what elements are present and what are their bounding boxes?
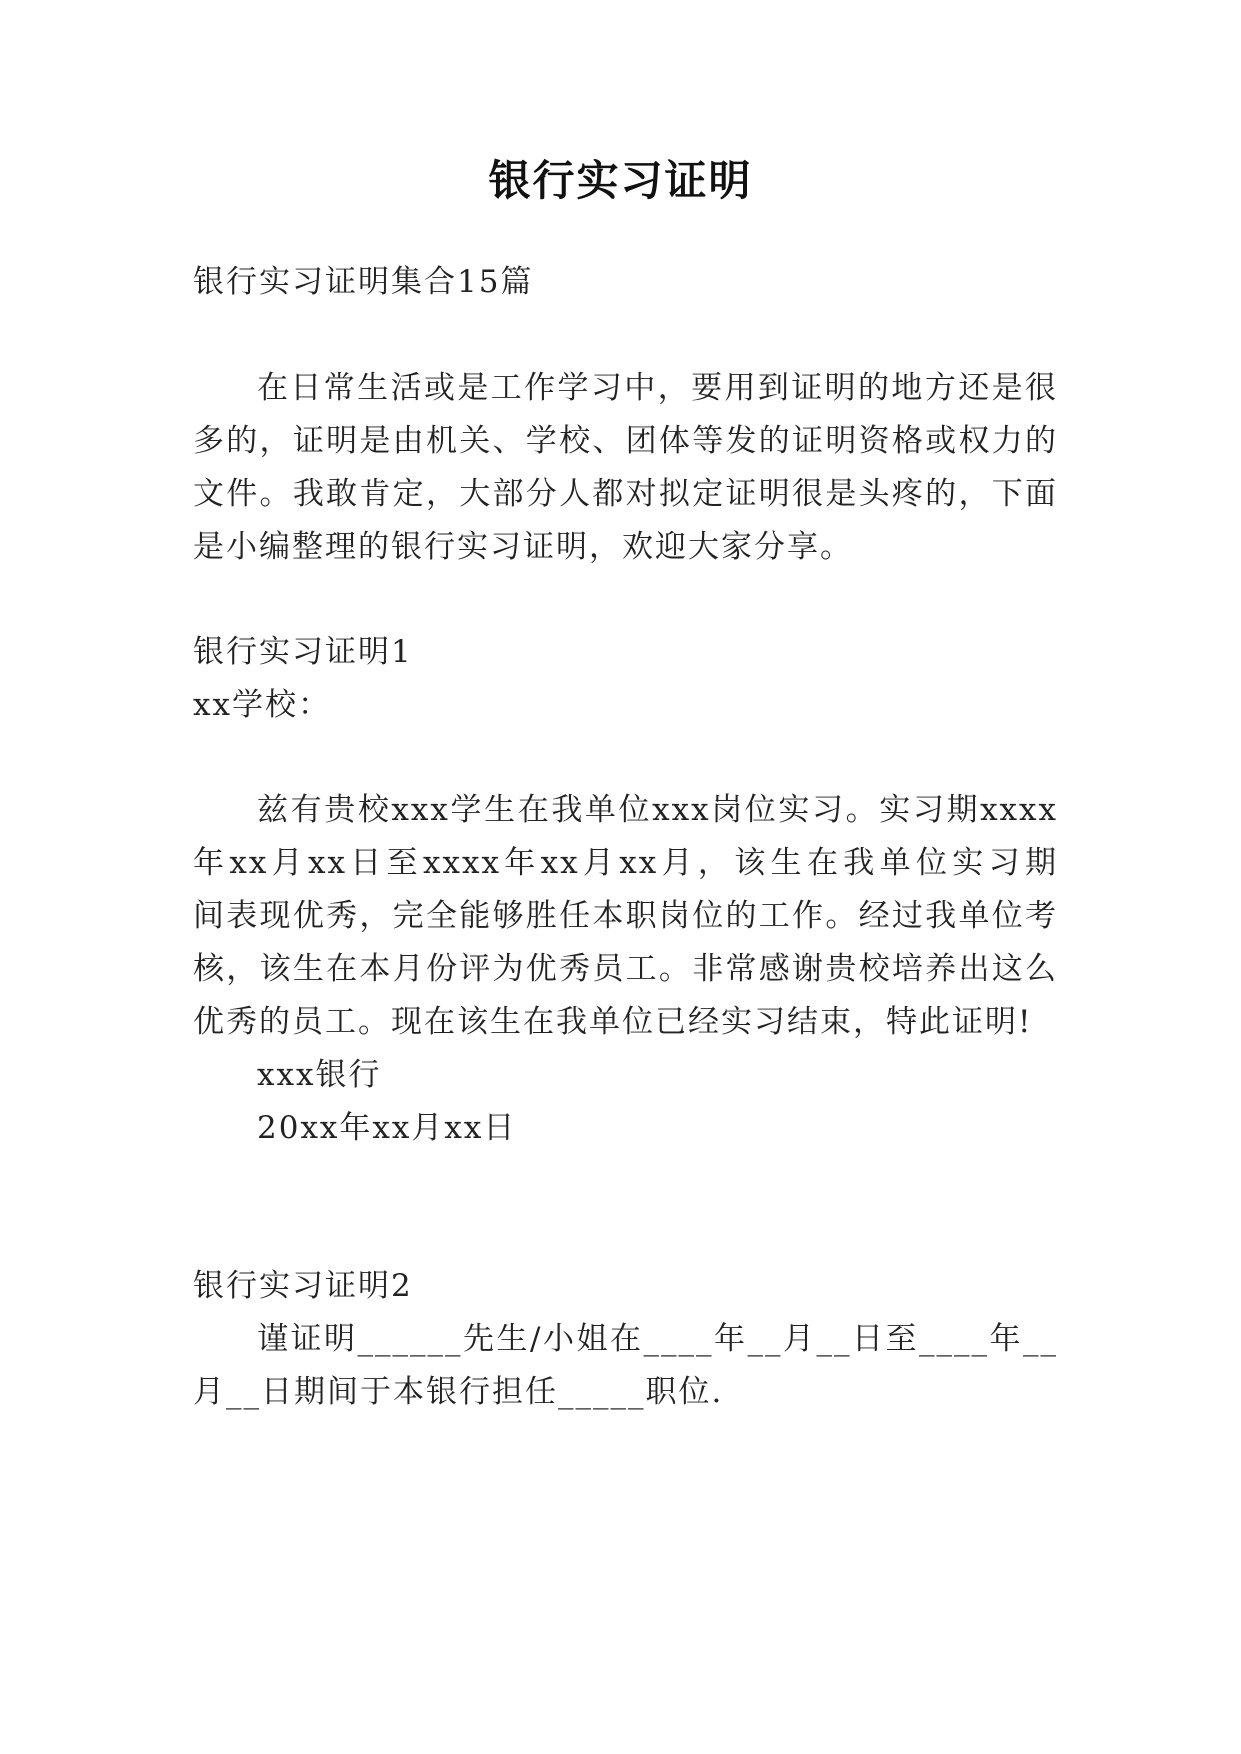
body-line: 优秀的员工。现在该生在我单位已经实习结束，特此证明! (193, 1004, 1033, 1040)
intro-line: 是小编整理的银行实习证明，欢迎大家分享。 (193, 529, 853, 565)
body-line: 间表现优秀，完全能够胜任本职岗位的工作。经过我单位考 (193, 898, 1058, 934)
signature-date: 20xx年xx月xx日 (257, 1110, 517, 1146)
document-title: 银行实习证明 (488, 156, 753, 205)
section-heading-2: 银行实习证明2 (193, 1268, 413, 1304)
body-line: 年xx月xx日至xxxx年xx月xx月，该生在我单位实习期 (193, 845, 1058, 881)
body-line: 核，该生在本月份评为优秀员工。非常感谢贵校培养出这么 (193, 951, 1058, 987)
section-heading-1: 银行实习证明1 (193, 634, 413, 670)
document-subtitle: 银行实习证明集合15篇 (193, 264, 534, 300)
body-line: 兹有贵校xxx学生在我单位xxx岗位实习。实习期xxxx (257, 792, 1058, 828)
intro-line: 多的，证明是由机关、学校、团体等发的证明资格或权力的 (193, 423, 1058, 459)
body-line: 谨证明______先生/小姐在____年__月__日至____年__ (257, 1321, 1058, 1357)
salutation: xx学校： (193, 687, 331, 723)
signature: xxx银行 (257, 1057, 382, 1093)
intro-line: 文件。我敢肯定，大部分人都对拟定证明很是头疼的，下面 (193, 476, 1058, 512)
body-line: 月__日期间于本银行担任_____职位. (193, 1374, 724, 1410)
intro-line: 在日常生活或是工作学习中，要用到证明的地方还是很 (257, 370, 1058, 406)
